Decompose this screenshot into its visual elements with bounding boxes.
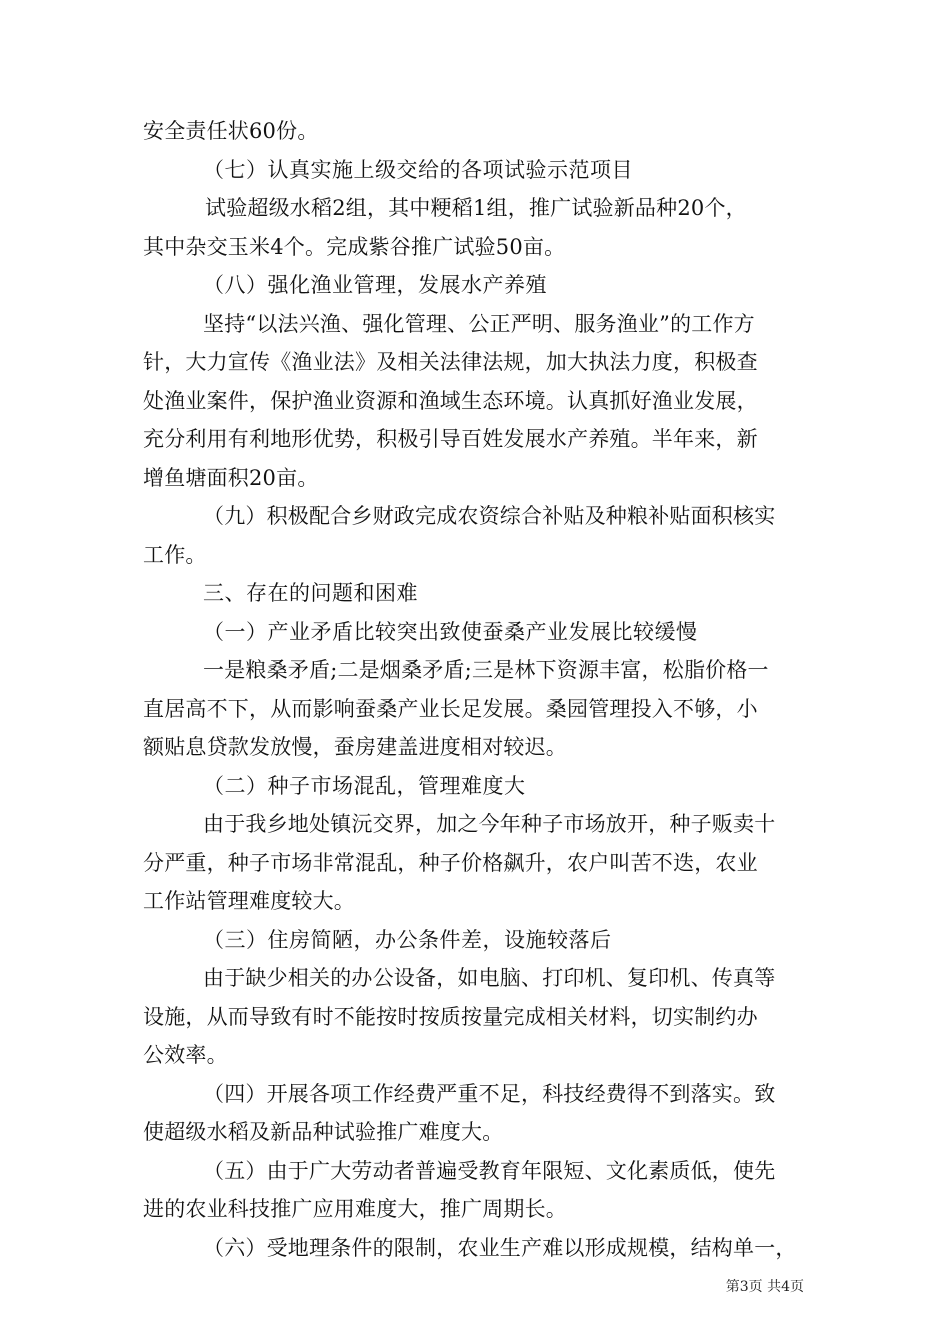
text-line: 直居高不下，从而影响蚕桑产业长足发展。桑园管理投入不够，小 xyxy=(143,696,758,721)
text-line: 额贴息贷款发放慢，蚕房建盖进度相对较迟。 xyxy=(143,735,567,759)
text-line: 设施，从而导致有时不能按时按质按量完成相关材料，切实制约办 xyxy=(143,1004,758,1029)
document-body xyxy=(143,112,815,1267)
text-line: 工作站管理难度较大。 xyxy=(143,889,355,913)
text-line: 由于我乡地处镇沅交界，加之今年种子市场放开，种子贩卖十 xyxy=(203,812,776,836)
text-line: 一是粮桑矛盾;二是烟桑矛盾;三是林下资源丰富，松脂价格一 xyxy=(203,658,769,682)
text-line: 针，大力宣传《渔业法》及相关法律法规，加大执法力度，积极查 xyxy=(143,350,758,374)
text-line: 公效率。 xyxy=(143,1043,228,1067)
text-line: 由于缺少相关的办公设备，如电脑、打印机、复印机、传真等 xyxy=(203,966,776,990)
text-line: 试验超级水稻2组，其中粳稻1组，推广试验新品种20个， xyxy=(205,196,747,220)
text-line: （四）开展各项工作经费严重不足，科技经费得不到落实。致 xyxy=(203,1081,776,1106)
section-heading: 三、存在的问题和困难 xyxy=(203,581,418,605)
text-line: 工作。 xyxy=(143,542,207,567)
text-line: 坚持“以法兴渔、强化管理、公正严明、服务渔业”的工作方 xyxy=(203,311,755,336)
text-line: 进的农业科技推广应用难度大，推广周期长。 xyxy=(143,1197,567,1221)
section-heading: （七）认真实施上级交给的各项试验示范项目 xyxy=(203,157,633,182)
section-heading: （三）住房简陋，办公条件差，设施较落后 xyxy=(203,927,612,952)
text-line: 使超级水稻及新品种试验推广难度大。 xyxy=(143,1120,504,1144)
text-line: 充分利用有利地形优势，积极引导百姓发展水产养殖。半年来，新 xyxy=(143,427,758,451)
section-heading: （二）种子市场混乱，管理难度大 xyxy=(203,773,526,798)
text-line: 增鱼塘面积20亩。 xyxy=(143,465,319,490)
text-line: （九）积极配合乡财政完成农资综合补贴及种粮补贴面积核实 xyxy=(203,504,776,528)
text-line: 处渔业案件，保护渔业资源和渔域生态环境。认真抓好渔业发展， xyxy=(143,388,758,413)
text-line: 安全责任状60份。 xyxy=(143,119,319,143)
section-heading: （八）强化渔业管理，发展水产养殖 xyxy=(203,273,547,297)
text-line: （五）由于广大劳动者普遍受教育年限短、文化素质低，使先 xyxy=(203,1158,776,1183)
page-number: 第3页 共4页 xyxy=(725,1279,804,1295)
text-line: 其中杂交玉米4个。完成紫谷推广试验50亩。 xyxy=(143,234,566,259)
text-line: （六）受地理条件的限制，农业生产难以形成规模，结构单一， xyxy=(203,1235,797,1260)
text-line: 分严重，种子市场非常混乱，种子价格飙升，农户叫苦不迭，农业 xyxy=(143,850,758,875)
section-heading: （一）产业矛盾比较突出致使蚕桑产业发展比较缓慢 xyxy=(203,619,698,644)
